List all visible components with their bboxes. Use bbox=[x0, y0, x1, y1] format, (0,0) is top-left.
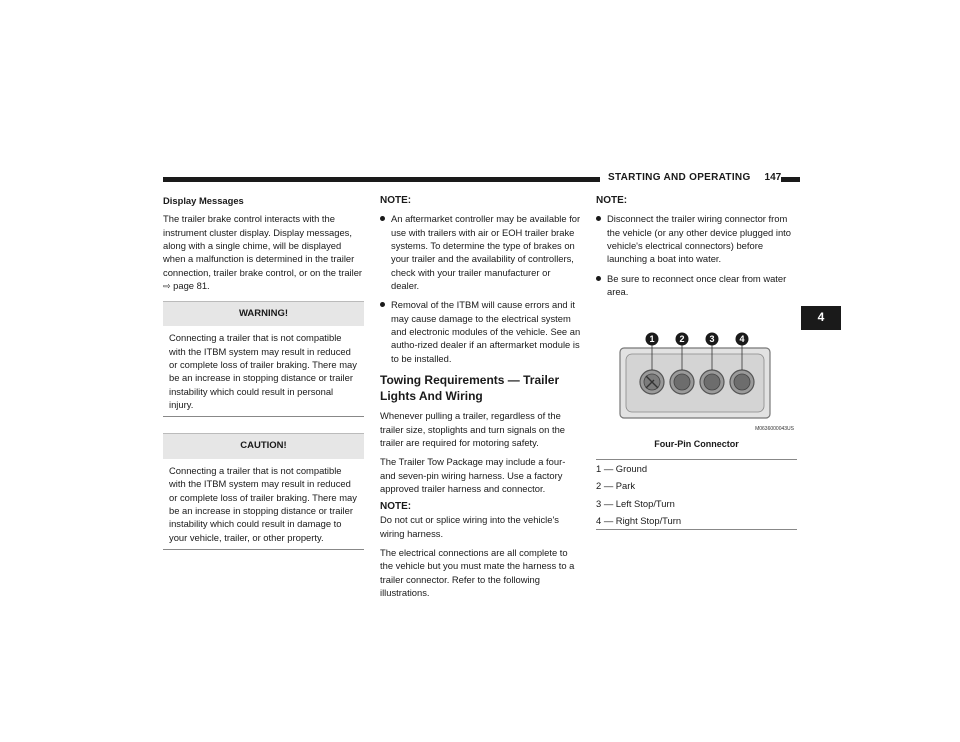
page-ref-arrow-icon: ⇨ bbox=[163, 281, 171, 292]
list-item-text: Disconnect the trailer wiring connector from the vehicle (or any other device plugged into vehicle's electrical connectors) before launching a boat into water. bbox=[607, 213, 791, 265]
warning-title: WARNING! bbox=[163, 301, 364, 326]
page-header bbox=[600, 171, 781, 185]
legend-row: 4 — Right Stop/Turn bbox=[596, 515, 682, 527]
column-right bbox=[596, 194, 797, 530]
display-messages-paragraph bbox=[163, 212, 364, 292]
svg-text:2: 2 bbox=[679, 334, 685, 345]
column-middle bbox=[380, 194, 581, 605]
caution-title: CAUTION! bbox=[163, 433, 364, 458]
display-messages-subhead: Display Messages bbox=[163, 195, 244, 206]
figure-caption: Four-Pin Connector bbox=[654, 439, 739, 450]
callout-2 bbox=[676, 333, 689, 346]
pin-2 bbox=[670, 370, 694, 394]
svg-text:3: 3 bbox=[709, 334, 715, 345]
paragraph: The electrical connections are all complete to the vehicle but you must mate the harness to a trailer connector. Refer to the following illustrations. bbox=[380, 546, 575, 598]
list-item bbox=[380, 212, 581, 292]
bullet-icon bbox=[380, 302, 385, 307]
warning-text: Connecting a trailer that is not compatible with the ITBM system may result in reduced or complete loss of trailer braking. There may be an increase in stopping distance or trailer instability which could result in personal injury. bbox=[169, 332, 357, 411]
pin-3 bbox=[700, 370, 724, 394]
list-item bbox=[380, 298, 581, 365]
paragraph: Whenever pulling a trailer, regardless of the trailer size, stoplights and turn signals on the trailer are required for motoring safety. bbox=[380, 410, 565, 448]
pin-1 bbox=[640, 370, 664, 394]
list-item-text: Removal of the ITBM will cause errors and it may cause damage to the electrical system and electronic modules of the vehicle. See an autho-rized dealer if an aftermarket module is to be installed. bbox=[391, 299, 581, 364]
svg-text:4: 4 bbox=[739, 334, 745, 345]
note-paragraph bbox=[380, 501, 581, 540]
callout-4 bbox=[736, 333, 749, 346]
connector-illustration bbox=[596, 324, 797, 434]
note-text: Do not cut or splice wiring into the vehicle's wiring harness. bbox=[380, 514, 559, 539]
towing-requirements-heading: Towing Requirements — Trailer Lights And Wiring bbox=[380, 372, 560, 403]
image-code: M0636000043US bbox=[755, 426, 794, 433]
chapter-tab: 4 bbox=[801, 306, 841, 330]
callout-3 bbox=[706, 333, 719, 346]
callout-1 bbox=[646, 333, 659, 346]
list-item-text: Be sure to reconnect once clear from water area. bbox=[607, 272, 787, 297]
paragraph: The Trailer Tow Package may include a four- and seven-pin wiring harness. Use a factory approved trailer harness and connector. bbox=[380, 456, 566, 494]
legend-row: 2 — Park bbox=[596, 480, 636, 492]
four-pin-connector-figure bbox=[596, 324, 797, 434]
note-label: NOTE: bbox=[380, 501, 412, 513]
svg-text:1: 1 bbox=[649, 334, 655, 345]
list-item bbox=[596, 212, 797, 265]
note-label: NOTE: bbox=[380, 195, 412, 206]
warning-box bbox=[163, 301, 364, 418]
note-bullet-list bbox=[596, 212, 797, 298]
page-ref-link[interactable]: page 81. bbox=[173, 280, 210, 292]
list-item bbox=[596, 272, 797, 299]
section-title: STARTING AND OPERATING bbox=[608, 171, 751, 183]
bullet-icon bbox=[380, 216, 385, 221]
caution-text: Connecting a trailer that is not compatible with the ITBM system may result in reduced or complete loss of trailer braking. There may be an increase in stopping distance or trailer instability which could result in damage to your vehicle, trailer, or other property. bbox=[169, 464, 357, 543]
pin-legend bbox=[596, 459, 797, 530]
bullet-icon bbox=[596, 216, 601, 221]
caution-box bbox=[163, 433, 364, 550]
page-number: 147 bbox=[764, 171, 782, 183]
bullet-icon bbox=[596, 276, 601, 281]
legend-row: 1 — Ground bbox=[596, 463, 648, 475]
pin-4 bbox=[730, 370, 754, 394]
column-left bbox=[163, 194, 364, 566]
note-label: NOTE: bbox=[596, 195, 628, 206]
display-messages-text: The trailer brake control interacts with the instrument cluster display. Display messages, along with a single chime, will be displayed when a malfunction is determined in the trailer connection, trailer brake control, or on the trailer bbox=[163, 213, 363, 278]
legend-row: 3 — Left Stop/Turn bbox=[596, 497, 675, 509]
note-bullet-list bbox=[380, 212, 581, 365]
list-item-text: An aftermarket controller may be available for use with trailers with air or EOH trailer brake systems. To determine the type of brakes on your trailer and the availability of controllers, check with your trailer manufacturer or dealer. bbox=[391, 213, 581, 291]
